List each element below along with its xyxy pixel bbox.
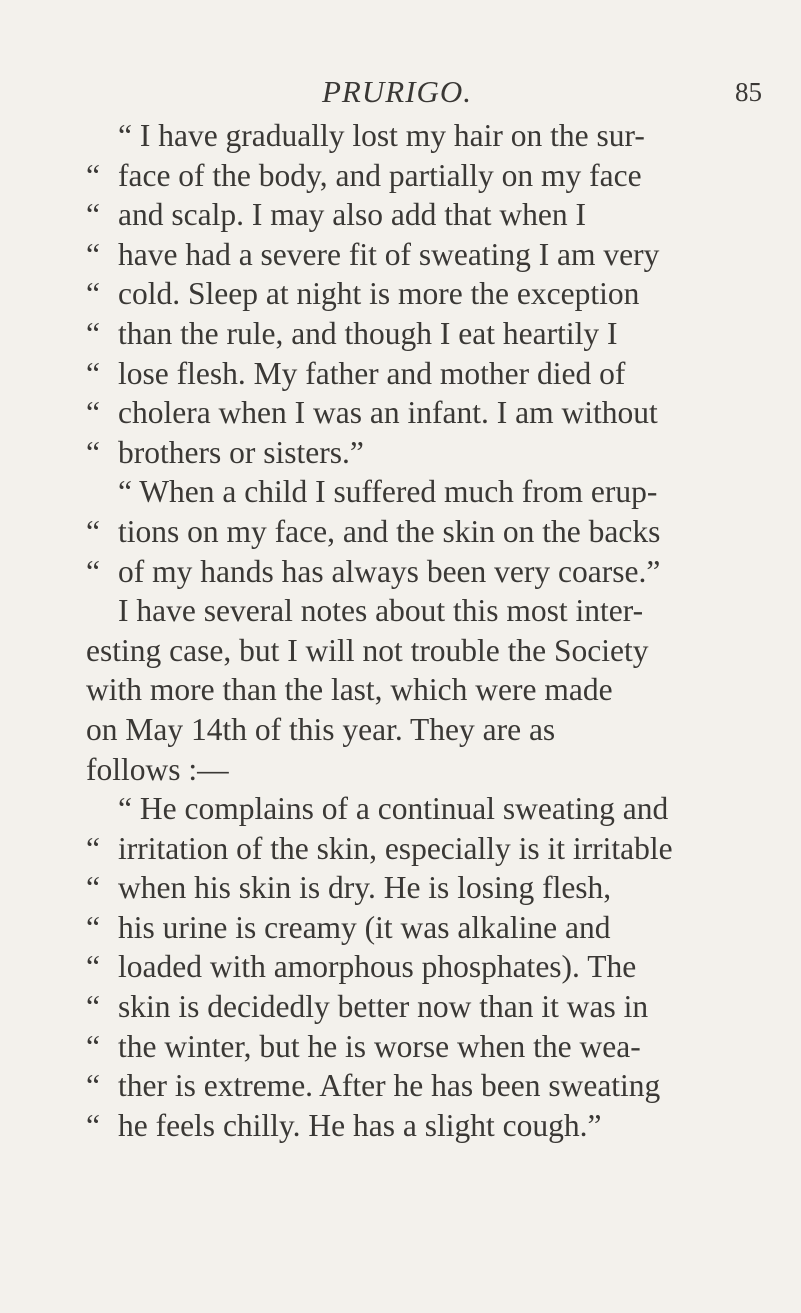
continuation-quote: “ <box>86 315 100 351</box>
continuation-quote: “ <box>86 513 100 549</box>
text-line <box>0 1066 801 1106</box>
text-line <box>0 235 801 275</box>
text-line <box>0 591 801 631</box>
line-text: brothers or sisters.” <box>118 434 364 470</box>
line-text: tions on my face, and the skin on the backs <box>118 513 661 549</box>
text-line <box>0 710 801 750</box>
continuation-quote: “ <box>86 434 100 470</box>
line-text: the winter, but he is worse when the wea- <box>118 1028 641 1064</box>
page-number: 85 <box>735 77 762 107</box>
line-text: lose flesh. My father and mother died of <box>118 355 626 391</box>
line-text: I have several notes about this most inter- <box>118 593 644 629</box>
running-head <box>0 72 801 112</box>
line-text: “ I have gradually lost my hair on the sur- <box>118 118 645 153</box>
line-text: irritation of the skin, especially is it irritable <box>118 830 673 866</box>
text-line <box>0 868 801 908</box>
text-line <box>0 274 801 314</box>
line-text: when his skin is dry. He is losing flesh, <box>118 870 612 906</box>
continuation-quote: “ <box>86 395 100 431</box>
line-text: skin is decidedly better now than it was in <box>118 989 649 1025</box>
line-text: and scalp. I may also add that when I <box>118 197 586 233</box>
continuation-quote: “ <box>86 1028 100 1064</box>
text-line <box>0 1106 801 1146</box>
continuation-quote: “ <box>86 276 100 312</box>
text-line <box>0 670 801 710</box>
text-line <box>0 552 801 592</box>
text-line <box>0 750 801 790</box>
continuation-quote: “ <box>86 949 100 985</box>
continuation-quote: “ <box>86 989 100 1025</box>
line-text: on May 14th of this year. They are as <box>86 711 556 747</box>
continuation-quote: “ <box>86 355 100 391</box>
running-title: PRURIGO. <box>322 74 473 109</box>
text-line <box>0 512 801 552</box>
line-text: “ He complains of a continual sweating and <box>118 791 669 827</box>
text-line <box>0 631 801 671</box>
text-line <box>0 354 801 394</box>
continuation-quote: “ <box>86 1068 100 1104</box>
text-line <box>0 829 801 869</box>
line-text: cold. Sleep at night is more the exception <box>118 276 640 312</box>
continuation-quote: “ <box>86 236 100 272</box>
text-line <box>0 908 801 948</box>
text-line <box>0 1027 801 1067</box>
line-text: have had a severe fit of sweating I am very <box>118 236 660 272</box>
continuation-quote: “ <box>86 1107 100 1143</box>
text-line <box>0 156 801 196</box>
text-line <box>0 195 801 235</box>
line-text: of my hands has always been very coarse.” <box>118 553 661 589</box>
body-text <box>0 116 801 1145</box>
continuation-quote: “ <box>86 870 100 906</box>
text-line <box>0 789 801 829</box>
text-line <box>0 314 801 354</box>
text-line <box>0 116 801 156</box>
line-text: cholera when I was an infant. I am without <box>118 395 658 431</box>
continuation-quote: “ <box>86 553 100 589</box>
line-text: follows :— <box>86 751 229 787</box>
line-text: ther is extreme. After he has been sweating <box>118 1068 661 1104</box>
text-line <box>0 433 801 473</box>
continuation-quote: “ <box>86 157 100 193</box>
line-text: “ When a child I suffered much from erup- <box>118 474 658 510</box>
continuation-quote: “ <box>86 197 100 233</box>
line-text: esting case, but I will not trouble the Society <box>86 632 649 668</box>
continuation-quote: “ <box>86 909 100 945</box>
line-text: with more than the last, which were made <box>86 672 613 708</box>
continuation-quote: “ <box>86 830 100 866</box>
line-text: his urine is creamy (it was alkaline and <box>118 909 611 945</box>
line-text: he feels chilly. He has a slight cough.” <box>118 1107 602 1143</box>
text-line <box>0 987 801 1027</box>
text-line <box>0 393 801 433</box>
text-line <box>0 947 801 987</box>
line-text: than the rule, and though I eat heartily I <box>118 315 618 351</box>
line-text: face of the body, and partially on my face <box>118 157 642 193</box>
text-line <box>0 472 801 512</box>
line-text: loaded with amorphous phosphates). The <box>118 949 637 985</box>
